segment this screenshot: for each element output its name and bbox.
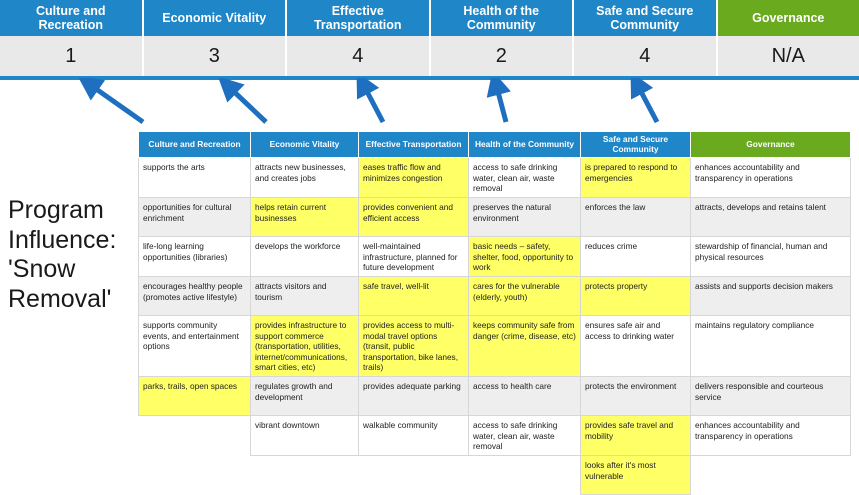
scorecard-header-governance: Governance bbox=[718, 0, 859, 36]
table-row bbox=[139, 198, 851, 237]
matrix-header-culture-and-recreation: Culture and Recreation bbox=[139, 132, 251, 158]
matrix-cell: preserves the natural environment bbox=[469, 198, 581, 237]
matrix-cell: access to safe drinking water, clean air, waste removal bbox=[469, 158, 581, 198]
score-health-of-the-community: 2 bbox=[431, 36, 575, 76]
matrix-cell: vibrant downtown bbox=[251, 416, 359, 456]
matrix-cell: attracts visitors and tourism bbox=[251, 277, 359, 316]
program-influence-caption: Program Influence: 'Snow Removal' bbox=[8, 196, 136, 314]
table-row bbox=[139, 416, 851, 456]
matrix-cell: basic needs – safety, shelter, food, opportunity to work bbox=[469, 237, 581, 277]
matrix-cell-empty bbox=[139, 416, 251, 456]
matrix-cell: provides safe travel and mobility bbox=[581, 416, 691, 456]
matrix-cell: cares for the vulnerable (elderly, youth) bbox=[469, 277, 581, 316]
matrix-cell: walkable community bbox=[359, 416, 469, 456]
score-effective-transportation: 4 bbox=[287, 36, 431, 76]
matrix-cell: stewardship of financial, human and physical resources bbox=[691, 237, 851, 277]
matrix-header-health-of-the-community: Health of the Community bbox=[469, 132, 581, 158]
arrow-economic-vitality bbox=[228, 86, 266, 122]
matrix-cell: regulates growth and development bbox=[251, 377, 359, 416]
arrow-safe-and-secure-community bbox=[637, 84, 657, 122]
matrix-cell: attracts, develops and retains talent bbox=[691, 198, 851, 237]
matrix-cell-empty bbox=[139, 456, 251, 495]
matrix-cell: enforces the law bbox=[581, 198, 691, 237]
table-row bbox=[139, 158, 851, 198]
matrix-cell: supports community events, and entertainment options bbox=[139, 316, 251, 377]
matrix-cell: protects the environment bbox=[581, 377, 691, 416]
arrow-health-of-the-community bbox=[496, 84, 506, 122]
matrix-cell: attracts new businesses, and creates jobs bbox=[251, 158, 359, 198]
matrix-cell: keeps community safe from danger (crime, disease, etc) bbox=[469, 316, 581, 377]
matrix-cell: access to safe drinking water, clean air, waste removal bbox=[469, 416, 581, 456]
scorecard-score-row bbox=[0, 36, 859, 76]
table-row bbox=[139, 377, 851, 416]
matrix-cell: encourages healthy people (promotes active lifestyle) bbox=[139, 277, 251, 316]
matrix-cell-empty bbox=[691, 456, 851, 495]
table-row bbox=[139, 456, 851, 495]
scorecard-header-effective-transportation: Effective Transportation bbox=[287, 0, 431, 36]
matrix-cell: enhances accountability and transparency in operations bbox=[691, 416, 851, 456]
matrix-cell: provides access to multi-modal travel options (transit, public transportation, bike lanes, trails) bbox=[359, 316, 469, 377]
table-row bbox=[139, 277, 851, 316]
matrix-header-economic-vitality: Economic Vitality bbox=[251, 132, 359, 158]
table-row bbox=[139, 316, 851, 377]
score-economic-vitality: 3 bbox=[144, 36, 288, 76]
matrix-cell: eases traffic flow and minimizes congestion bbox=[359, 158, 469, 198]
arrow-culture-and-recreation bbox=[89, 84, 143, 122]
matrix-header-governance: Governance bbox=[691, 132, 851, 158]
matrix-header-row bbox=[139, 132, 851, 158]
matrix-cell: protects property bbox=[581, 277, 691, 316]
matrix-cell: life-long learning opportunities (libraries) bbox=[139, 237, 251, 277]
score-culture-and-recreation: 1 bbox=[0, 36, 144, 76]
matrix-cell: maintains regulatory compliance bbox=[691, 316, 851, 377]
matrix-cell: provides convenient and efficient access bbox=[359, 198, 469, 237]
matrix-cell: ensures safe air and access to drinking water bbox=[581, 316, 691, 377]
matrix-cell-empty bbox=[469, 456, 581, 495]
arrow-effective-transportation bbox=[363, 84, 383, 122]
arrow-layer bbox=[0, 78, 859, 132]
matrix-cell-empty bbox=[359, 456, 469, 495]
matrix-cell: provides adequate parking bbox=[359, 377, 469, 416]
matrix-cell: is prepared to respond to emergencies bbox=[581, 158, 691, 198]
scorecard-header-health-of-the-community: Health of the Community bbox=[431, 0, 575, 36]
matrix-cell: assists and supports decision makers bbox=[691, 277, 851, 316]
matrix-cell: access to health care bbox=[469, 377, 581, 416]
scorecard-header-safe-and-secure-community: Safe and Secure Community bbox=[574, 0, 718, 36]
matrix-header-effective-transportation: Effective Transportation bbox=[359, 132, 469, 158]
matrix-cell: reduces crime bbox=[581, 237, 691, 277]
table-row bbox=[139, 237, 851, 277]
matrix-cell: well-maintained infrastructure, planned for future development bbox=[359, 237, 469, 277]
scorecard-header-economic-vitality: Economic Vitality bbox=[144, 0, 288, 36]
scorecard-header-row bbox=[0, 0, 859, 36]
matrix-cell: parks, trails, open spaces bbox=[139, 377, 251, 416]
scorecard-summary-band bbox=[0, 0, 859, 80]
score-safe-and-secure-community: 4 bbox=[574, 36, 718, 76]
score-governance: N/A bbox=[718, 36, 859, 76]
program-influence-matrix bbox=[138, 131, 851, 495]
matrix-cell: delivers responsible and courteous service bbox=[691, 377, 851, 416]
matrix-cell: enhances accountability and transparency in operations bbox=[691, 158, 851, 198]
matrix-cell: safe travel, well-lit bbox=[359, 277, 469, 316]
matrix-cell-empty bbox=[251, 456, 359, 495]
matrix-cell: looks after it's most vulnerable bbox=[581, 456, 691, 495]
matrix-cell: supports the arts bbox=[139, 158, 251, 198]
scorecard-header-culture-and-recreation: Culture and Recreation bbox=[0, 0, 144, 36]
matrix-header-safe-and-secure-community: Safe and Secure Community bbox=[581, 132, 691, 158]
matrix-cell: provides infrastructure to support commerce (transportation, utilities, internet/communications, smart cities, etc) bbox=[251, 316, 359, 377]
matrix-cell: opportunities for cultural enrichment bbox=[139, 198, 251, 237]
matrix-cell: helps retain current businesses bbox=[251, 198, 359, 237]
matrix-cell: develops the workforce bbox=[251, 237, 359, 277]
